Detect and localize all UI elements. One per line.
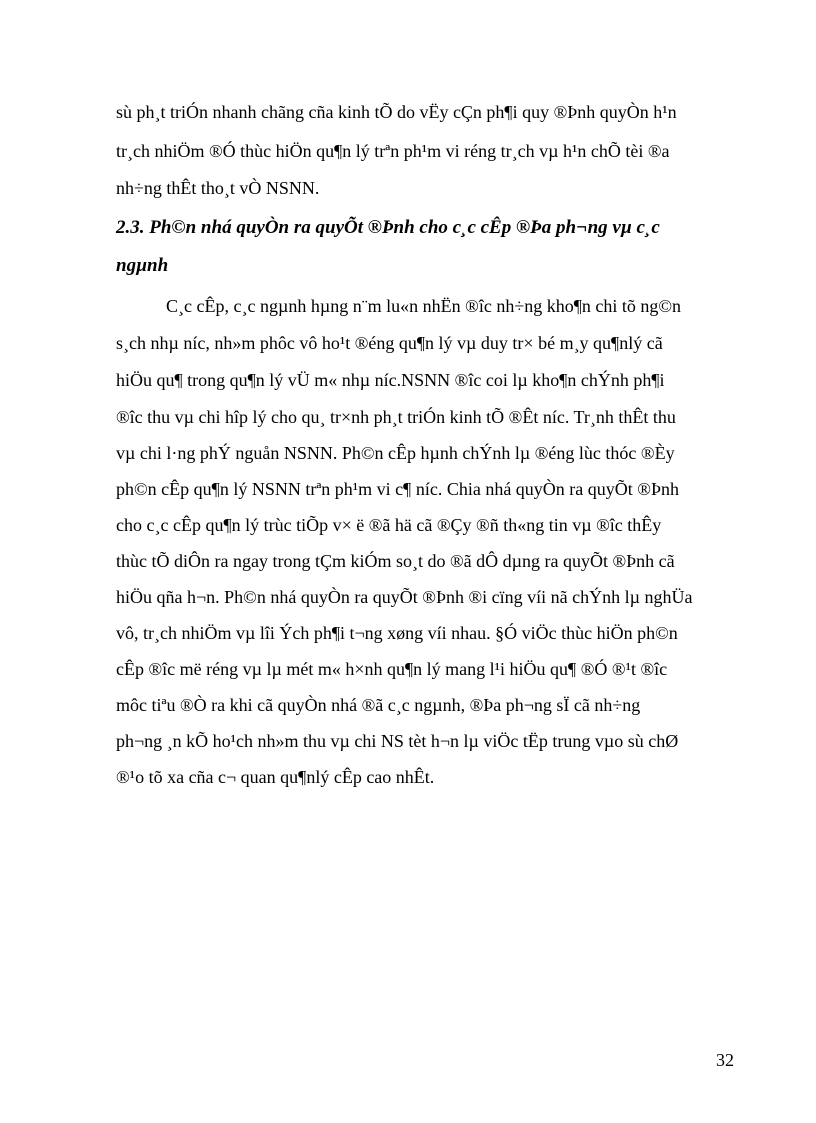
body-line: ph©n cÊp qu¶n lý NSNN trªn ph¹m vi c¶ níc. Chia nhá quyÒn ra quyÕt ®Þnh	[116, 479, 679, 499]
page-number: 32	[716, 1050, 734, 1070]
body-line: hiÖu qña h¬n. Ph©n nhá quyÒn ra quyÕt ®Þnh ®i cïng víi nã chÝnh lµ nghÜa	[116, 587, 693, 607]
body-line: môc tiªu ®Ò ra khi cã quyÒn nhá ®ã c¸c ngµnh, ®Þa ph¬ng sÏ cã nh÷ng	[116, 695, 641, 715]
body-line: ph¬ng ¸n kÕ ho¹ch nh»m thu vµ chi NS tèt h¬n lµ viÖc tËp trung vµo sù chØ	[116, 731, 679, 751]
intro-line: nh÷ng thÊt tho¸t vÒ NSNN.	[116, 178, 320, 198]
section-heading: ngµnh	[116, 255, 169, 276]
body-line: C¸c cÊp, c¸c ngµnh hµng n¨m lu«n nhËn ®îc nh÷ng kho¶n chi tõ ng©n	[166, 296, 682, 316]
body-line: hiÖu qu¶ trong qu¶n lý vÜ m« nhµ níc.NSNN ®îc coi lµ kho¶n chÝnh ph¶i	[116, 370, 665, 390]
body-line: ®îc thu vµ chi hîp lý cho qu¸ tr×nh ph¸t triÓn kinh tÕ ®Êt níc. Tr¸nh thÊt thu	[116, 407, 676, 427]
body-line: s¸ch nhµ níc, nh»m phôc vô ho¹t ®éng qu¶n lý vµ duy tr× bé m¸y qu¶nlý cã	[116, 333, 663, 353]
body-line: vµ chi l·ng phÝ nguån NSNN. Ph©n cÊp hµnh chÝnh lµ ®éng lùc thóc ®Èy	[116, 443, 675, 463]
body-line: vô, tr¸ch nhiÖm vµ lîi Ých ph¶i t¬ng xøng víi nhau. §Ó viÖc thùc hiÖn ph©n	[116, 623, 678, 643]
body-line: thùc tÕ diÔn ra ngay trong tÇm kiÓm so¸t do ®ã dÔ dµng ra quyÕt ®Þnh cã	[116, 551, 675, 571]
body-line: cho c¸c cÊp qu¶n lý trùc tiÕp v× ë ®ã hä cã ®Çy ®ñ th«ng tin vµ ®îc thÊy	[116, 515, 662, 535]
body-line: ®¹o tõ xa cña c¬ quan qu¶nlý cÊp cao nhÊt.	[116, 767, 435, 787]
intro-line: sù ph¸t triÓn nhanh chãng cña kinh tÕ do vËy cÇn ph¶i quy ®Þnh quyÒn h¹n	[116, 102, 677, 122]
section-heading: 2.3. Ph©n nhá quyÒn ra quyÕt ®Þnh cho c¸c cÊp ®Þa ph¬ng vµ c¸c	[116, 217, 660, 238]
intro-line: tr¸ch nhiÖm ®Ó thùc hiÖn qu¶n lý trªn ph¹m vi réng tr¸ch vµ h¹n chÕ tèi ®a	[116, 141, 670, 161]
body-line: cÊp ®îc më réng vµ lµ mét m« h×nh qu¶n lý mang l¹i hiÖu qu¶ ®Ó ®¹t ®îc	[116, 659, 668, 679]
